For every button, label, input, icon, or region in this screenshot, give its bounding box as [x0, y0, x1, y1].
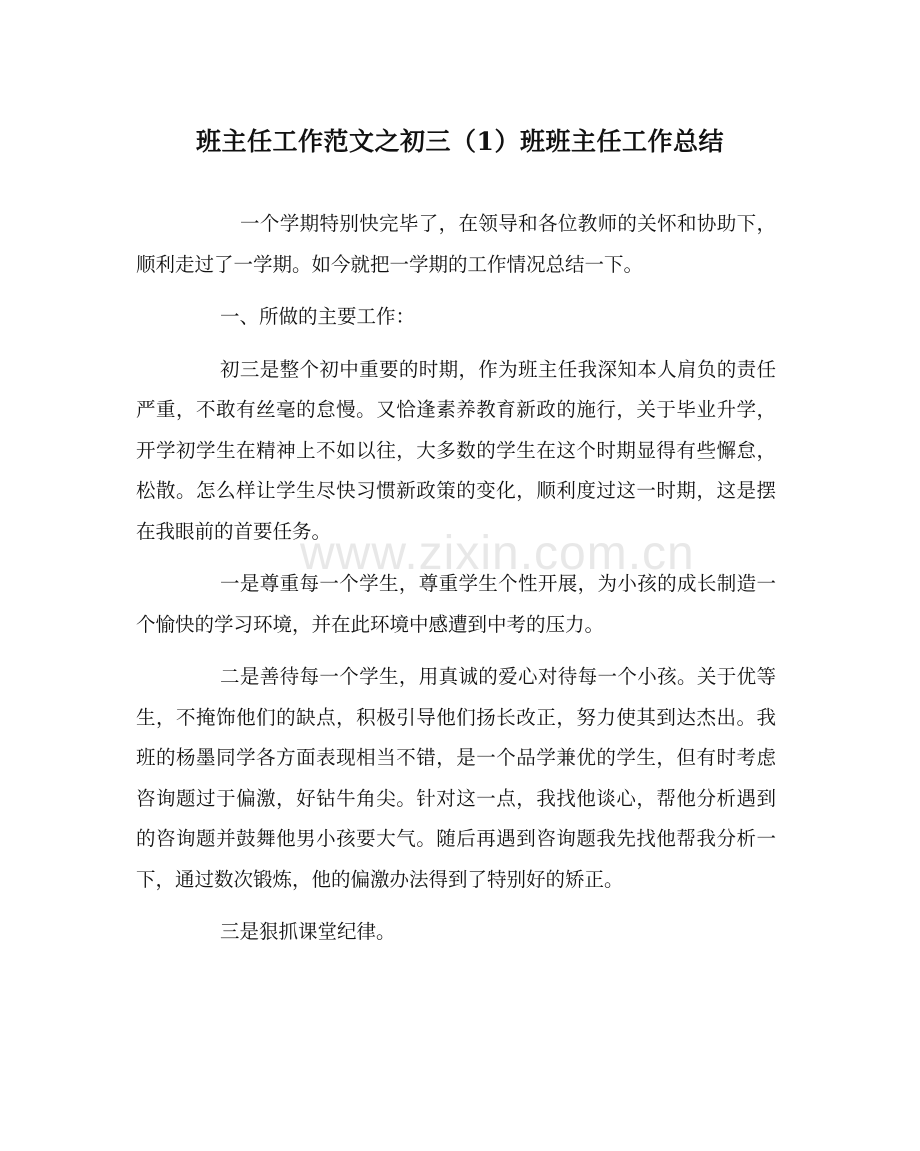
document-title: 班主任工作范文之初三（1）班班主任工作总结: [196, 127, 724, 156]
watermark: www.zixin.com.cn: [300, 527, 695, 580]
section-heading-main-work: 一、所做的主要工作：: [220, 305, 416, 328]
paragraph-point-two: 二是善待每一个学生，用真诚的爱心对待每一个小孩。关于优等生，不掩饰他们的缺点，积极引导他们扬长改正，努力使其到达杰出。我班的杨墨同学各方面表现相当不错，是一个品学兼优的学生，但有时考虑咨询题过于偏激，好钻牛角尖。针对这一点，我找他谈心，帮他分析遇到的咨询题并鼓舞他男小孩要大气。随后再遇到咨询题我先找他帮我分析一下，通过数次锻炼，他的偏激办法得到了特别好的矫正。: [136, 665, 776, 891]
document-body: [136, 204, 776, 965]
paragraph-grade-three: 初三是整个初中重要的时期，作为班主任我深知本人肩负的责任严重，不敢有丝毫的怠慢。又恰逢素养教育新政的施行，关于毕业升学，开学初学生在精神上不如以往，大多数的学生在这个时期显得有些懈怠，松散。怎么样让学生尽快习惯新政策的变化，顺利度过这一时期，这是摆在我眼前的首要任务。: [136, 357, 776, 543]
paragraph-intro: 一个学期特别快完毕了，在领导和各位教师的关怀和协助下，顺利走过了一学期。如今就把一学期的工作情况总结一下。: [136, 212, 776, 276]
paragraph-point-three: 三是狠抓课堂纪律。: [220, 920, 396, 943]
paragraph-point-one: 一是尊重每一个学生，尊重学生个性开展，为小孩的成长制造一个愉快的学习环境，并在此环境中感遭到中考的压力。: [136, 572, 776, 636]
